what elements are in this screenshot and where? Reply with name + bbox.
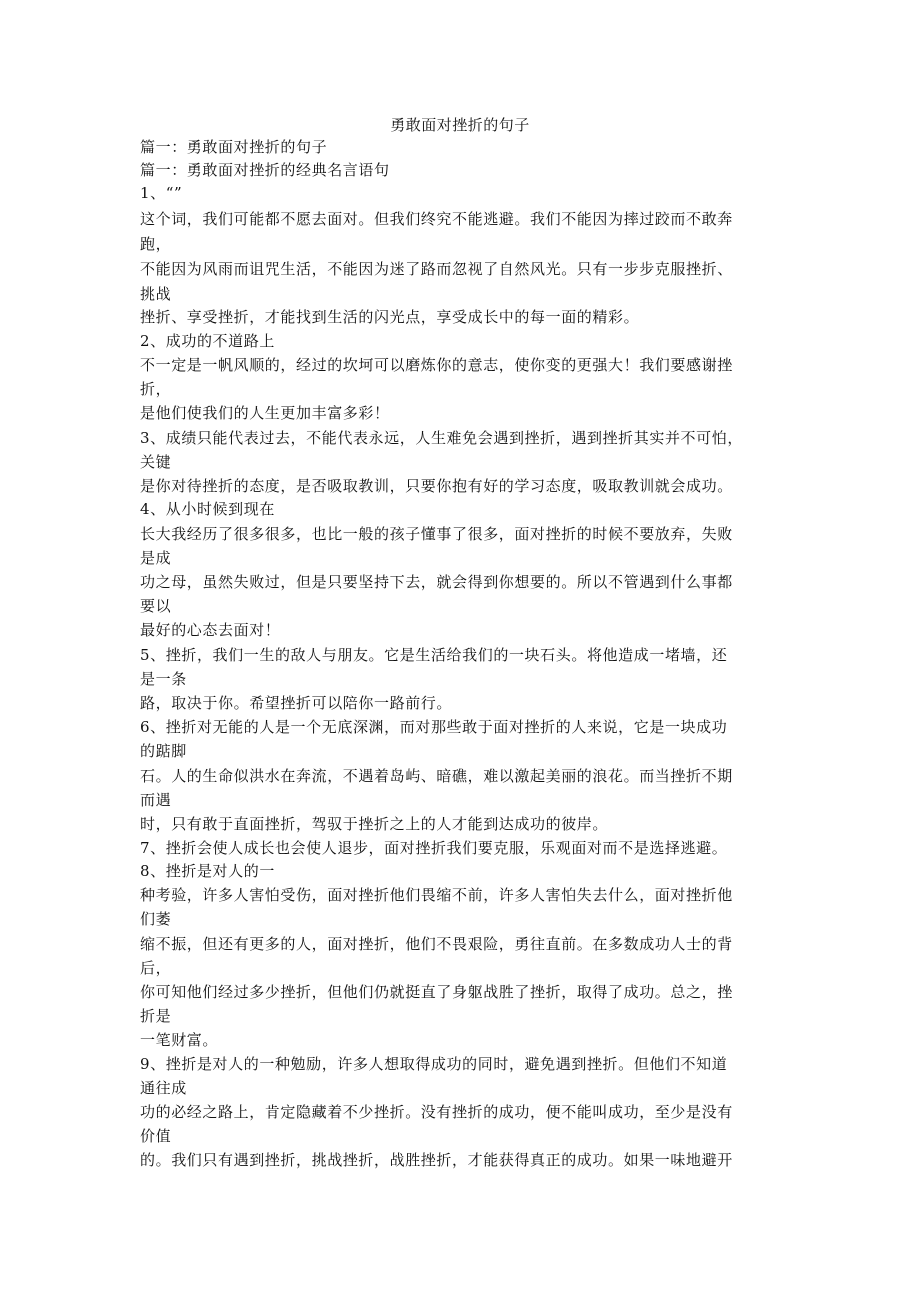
text-line: 4、从小时候到现在: [140, 500, 275, 518]
text-line: 不能因为风雨而诅咒生活，不能因为迷了路而忽视了自然风光。只有一步步克服挫折、: [140, 260, 733, 278]
text-line: 是他们使我们的人生更加丰富多彩！: [140, 404, 390, 422]
text-line: 跑，: [140, 235, 172, 253]
text-line: 是一条: [140, 670, 187, 688]
text-line: 路，取决于你。希望挫折可以陪你一路前行。: [140, 694, 453, 712]
text-line: 是成: [140, 549, 172, 567]
text-line: 通往成: [140, 1079, 187, 1097]
text-line: 篇一：勇敢面对挫折的句子: [140, 138, 328, 156]
text-line: 关键: [140, 453, 172, 471]
text-line: 石。人的生命似洪水在奔流，不遇着岛屿、暗礁，难以激起美丽的浪花。而当挫折不期: [140, 767, 733, 785]
text-line: 1、“”: [140, 184, 183, 202]
text-line: 而遇: [140, 791, 172, 809]
text-line: 一笔财富。: [140, 1031, 219, 1049]
text-line: 你可知他们经过多少挫折，但他们仍就挺直了身躯战胜了挫折，取得了成功。总之，挫: [140, 983, 733, 1001]
text-line: 这个词，我们可能都不愿去面对。但我们终究不能逃避。我们不能因为摔过跤而不敢奔: [140, 210, 733, 228]
text-line: 缩不振，但还有更多的人，面对挫折，他们不畏艰险，勇往直前。在多数成功人士的背: [140, 935, 733, 953]
text-line: 6、挫折对无能的人是一个无底深渊，而对那些敢于面对挫折的人来说，它是一块成功: [140, 718, 728, 736]
text-line: 折是: [140, 1007, 172, 1025]
text-line: 7、挫折会使人成长也会使人退步，面对挫折我们要克服，乐观面对而不是选择逃避。: [140, 839, 728, 857]
text-line: 功的必经之路上，肯定隐藏着不少挫折。没有挫折的成功，便不能叫成功，至少是没有: [140, 1103, 733, 1121]
text-line: 篇一：勇敢面对挫折的经典名言语句: [140, 161, 390, 179]
text-line: 5、挫折，我们一生的敌人与朋友。它是生活给我们的一块石头。将他造成一堵墙，还: [140, 646, 728, 664]
text-line: 们萎: [140, 910, 172, 928]
text-line: 8、挫折是对人的一: [140, 862, 275, 880]
text-line: 的踮脚: [140, 742, 187, 760]
text-line: 功之母，虽然失败过，但是只要坚持下去，就会得到你想要的。所以不管遇到什么事都: [140, 573, 733, 591]
text-line: 价值: [140, 1127, 172, 1145]
text-line: 种考验，许多人害怕受伤，面对挫折他们畏缩不前，许多人害怕失去什么，面对挫折他: [140, 886, 733, 904]
text-line: 后，: [140, 959, 172, 977]
document-title: 勇敢面对挫折的句子: [390, 116, 530, 134]
text-line: 不一定是一帆风顺的，经过的坎坷可以磨炼你的意志，使你变的更强大！我们要感谢挫: [140, 356, 733, 374]
text-line: 要以: [140, 597, 172, 615]
text-line: 时，只有敢于直面挫折，驾驭于挫折之上的人才能到达成功的彼岸。: [140, 815, 609, 833]
text-line: 的。我们只有遇到挫折，挑战挫折，战胜挫折，才能获得真正的成功。如果一味地避开: [140, 1151, 733, 1169]
text-line: 挑战: [140, 285, 172, 303]
text-line: 长大我经历了很多很多，也比一般的孩子懂事了很多，面对挫折的时候不要放弃，失败: [140, 525, 733, 543]
text-line: 9、挫折是对人的一种勉励，许多人想取得成功的同时，避免遇到挫折。但他们不知道: [140, 1055, 728, 1073]
text-line: 折，: [140, 380, 172, 398]
text-line: 3、成绩只能代表过去，不能代表永远，人生难免会遇到挫折，遇到挫折其实并不可怕，: [140, 429, 743, 447]
text-line: 是你对待挫折的态度，是否吸取教训，只要你抱有好的学习态度，吸取教训就会成功。: [140, 477, 733, 495]
text-line: 最好的心态去面对！: [140, 621, 281, 639]
text-line: 挫折、享受挫折，才能找到生活的闪光点，享受成长中的每一面的精彩。: [140, 308, 640, 326]
text-line: 2、成功的不道路上: [140, 332, 275, 350]
